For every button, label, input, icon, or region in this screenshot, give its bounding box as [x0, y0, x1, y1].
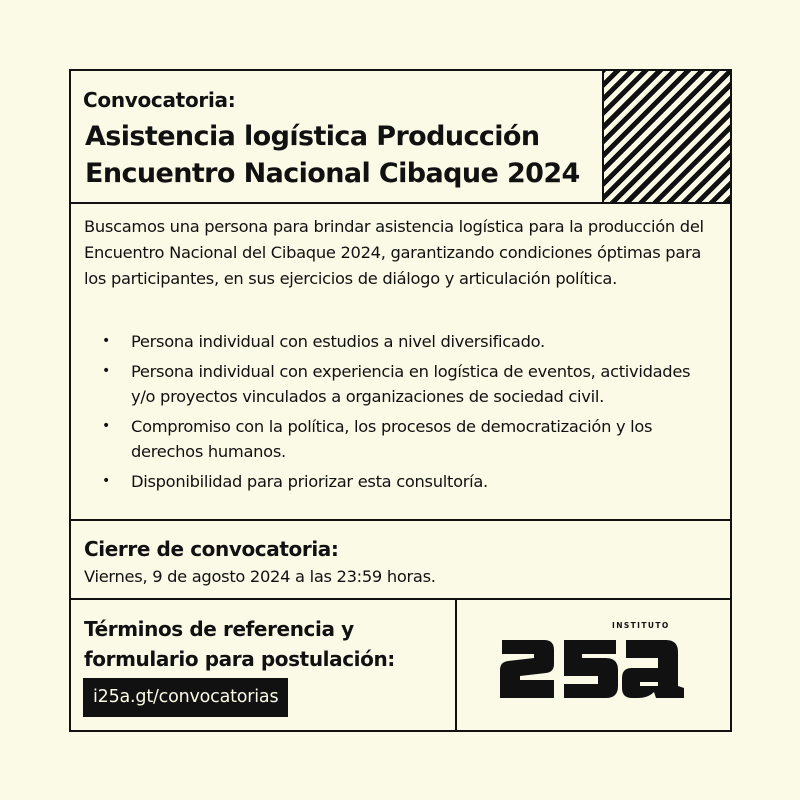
- logo-caption: INSTITUTO: [612, 621, 670, 630]
- deadline-section: [71, 521, 730, 600]
- requirement-text: Compromiso con la política, los procesos de democratización y los derechos humanos.: [131, 417, 653, 461]
- logo-25a-icon: [498, 640, 688, 702]
- bullet-icon: •: [102, 473, 110, 489]
- header: [71, 71, 730, 204]
- bullet-icon: •: [102, 333, 110, 349]
- requirement-text: Disponibilidad para priorizar esta consultoría.: [131, 472, 488, 491]
- announcement-card: [69, 69, 732, 732]
- page-title: Asistencia logística Producción Encuentro Nacional Cibaque 2024: [85, 121, 580, 189]
- description-section: [71, 204, 730, 521]
- terms-heading: Términos de referencia y formulario para postulación:: [84, 617, 395, 671]
- institute-logo: [457, 600, 730, 730]
- bullet-icon: •: [102, 418, 110, 434]
- header-text: [71, 71, 604, 202]
- convocatorias-link[interactable]: i25a.gt/convocatorias: [83, 678, 288, 717]
- requirements-list: [71, 329, 730, 499]
- striped-pattern-decoration: [604, 71, 730, 202]
- requirement-text: Persona individual con experiencia en logística de eventos, actividades y/o proyectos vinculados a organizaciones de sociedad civil.: [131, 362, 691, 406]
- list-item: [71, 469, 730, 494]
- eyebrow-label: Convocatoria:: [83, 88, 236, 112]
- requirement-text: Persona individual con estudios a nivel diversificado.: [131, 332, 545, 351]
- deadline-date: Viernes, 9 de agosto 2024 a las 23:59 horas.: [84, 567, 436, 586]
- bullet-icon: •: [102, 363, 110, 379]
- terms-section: [71, 600, 457, 730]
- list-item: [71, 359, 730, 409]
- list-item: [71, 329, 730, 354]
- footer: [71, 600, 730, 730]
- intro-paragraph: Buscamos una persona para brindar asistencia logística para la producción del Encuentro Nacional del Cibaque 2024, garantizando condiciones óptimas para los participantes, en sus ejercicios de diálogo y articulación política.: [84, 217, 704, 288]
- deadline-heading: Cierre de convocatoria:: [84, 537, 339, 561]
- list-item: [71, 414, 730, 464]
